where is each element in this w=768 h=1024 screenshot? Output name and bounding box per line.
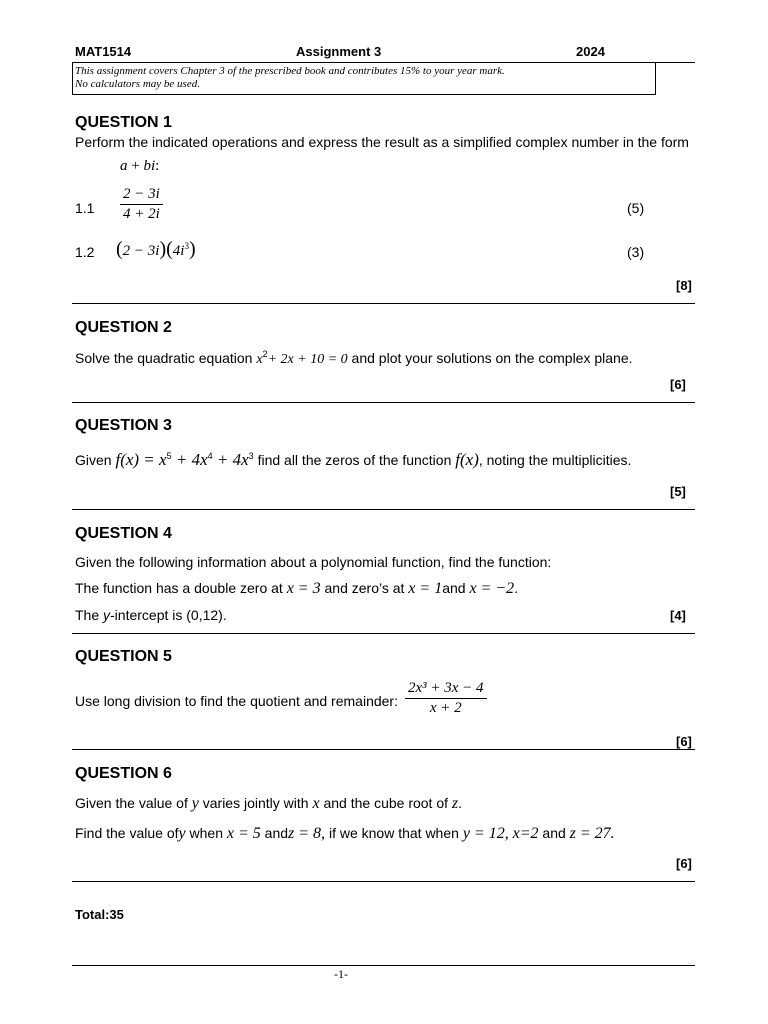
q4-line-1: Given the following information about a polynomial function, find the function:	[75, 554, 552, 570]
q6-line-2-c: and	[264, 825, 289, 841]
question-6-rule	[72, 881, 695, 882]
form-plus: +	[131, 158, 140, 174]
item-1-2-number: 1.2	[75, 244, 95, 260]
q3-given: Given	[75, 452, 112, 468]
form-bi: bi	[143, 158, 156, 174]
item-1-2-expression: $(2 - 3i)(4i^3)$	[116, 238, 196, 260]
item-1-2-right-exp: 3	[184, 241, 189, 251]
q4-line-2-c: and	[442, 580, 466, 596]
q4-line-2-a: The function has a double zero at	[75, 580, 283, 596]
question-1-title: QUESTION 1	[75, 114, 172, 131]
q6-line-2-a: Find the value of	[75, 825, 179, 841]
item-1-1-fraction	[120, 186, 163, 223]
q4-line-3-b: -intercept is (0,12).	[110, 607, 227, 623]
q6-line-1-a: Given the value of	[75, 795, 188, 811]
q5-text: Use long division to find the quotient and remainder:	[75, 693, 398, 709]
question-2-total: [6]	[670, 377, 686, 392]
q2-eq-x: x	[256, 352, 263, 367]
assignment-year: 2024	[576, 44, 605, 59]
q6-line-2-x2: x=2	[512, 825, 539, 842]
q5-numerator: 2x³ + 3x − 4	[405, 680, 487, 699]
q6-line-2-z: z = 8,	[288, 825, 326, 842]
q6-line-2	[75, 825, 615, 843]
q6-line-1-b: varies jointly with	[202, 795, 309, 811]
question-4-rule	[72, 633, 695, 634]
q6-line-2-e: and	[542, 825, 566, 841]
question-5-total: [6]	[676, 734, 692, 749]
q2-text-before: Solve the quadratic equation	[75, 350, 253, 366]
question-3-text	[75, 450, 631, 470]
q3-fx2: f(x)	[455, 450, 479, 469]
question-2-rule	[72, 402, 695, 403]
q6-line-1	[75, 795, 462, 813]
q3-term3: + 4x	[212, 450, 249, 469]
q6-line-2-z2: z = 27.	[569, 825, 615, 842]
question-3-title: QUESTION 3	[75, 417, 172, 434]
question-1-intro: Perform the indicated operations and express the result as a simplified complex number in the form	[75, 134, 689, 150]
q6-line-2-x: x = 5	[226, 825, 261, 842]
q6-line-2-y: y	[178, 825, 186, 842]
footer-rule	[72, 965, 695, 966]
notice-line-2: No calculators may be used.	[75, 78, 200, 90]
q4-eq-2: x = 1	[408, 580, 443, 597]
q4-line-2-b: and zero’s at	[324, 580, 405, 596]
complex-form	[120, 158, 159, 175]
q4-line-2	[75, 580, 518, 598]
q6-line-2-d: if we know that when	[328, 825, 459, 841]
q3-text-after: , noting the multiplicities.	[478, 452, 632, 468]
question-5-rule	[72, 749, 695, 750]
q6-line-1-z: z	[451, 795, 459, 812]
item-1-1-denominator: 4 + 2i	[123, 206, 160, 222]
question-2-title: QUESTION 2	[75, 319, 172, 336]
q6-line-1-y: y	[191, 795, 199, 812]
item-1-2-left: 2 − 3i	[122, 243, 160, 259]
q4-line-2-d: .	[514, 580, 519, 596]
q3-exp4: 4	[207, 451, 213, 461]
q2-eq-rest: + 2x + 10 = 0	[267, 352, 348, 367]
item-1-2-marks: (3)	[627, 244, 645, 260]
q3-text-mid: find all the zeros of the function	[257, 452, 452, 468]
assignment-title: Assignment 3	[296, 44, 382, 59]
question-4-title: QUESTION 4	[75, 525, 172, 542]
q4-line-3-y: y	[103, 607, 111, 623]
notice-line-1: This assignment covers Chapter 3 of the prescribed book and contributes 15% to your year mark.	[75, 65, 505, 77]
q4-line-3	[75, 607, 227, 623]
q6-line-1-x: x	[312, 795, 320, 812]
q2-text-after: and plot your solutions on the complex plane.	[351, 350, 633, 366]
q5-denominator: x + 2	[429, 700, 462, 716]
item-1-1-numerator: 2 − 3i	[120, 186, 163, 205]
question-3-total: [5]	[670, 484, 686, 499]
q3-exp3: 3	[248, 451, 254, 461]
q4-eq-3: x = −2	[469, 580, 515, 597]
q3-term2: + 4x	[171, 450, 208, 469]
q6-line-1-c: and the cube root of	[323, 795, 449, 811]
question-2-text	[75, 350, 633, 368]
q2-eq-exp: 2	[262, 349, 268, 359]
page-number: -1-	[334, 967, 348, 981]
course-code: MAT1514	[75, 44, 132, 59]
q6-line-2-y2: y = 12,	[462, 825, 509, 842]
question-3-rule	[72, 509, 695, 510]
q4-eq-1: x = 3	[286, 580, 321, 597]
assignment-total: Total:35	[75, 907, 124, 922]
q5-fraction	[405, 680, 487, 717]
q3-fx: f(x) = x	[115, 450, 167, 469]
question-5-title: QUESTION 5	[75, 648, 172, 665]
notice-box	[72, 62, 656, 95]
question-4-total: [4]	[670, 608, 686, 623]
item-1-2-right-base: 4i	[172, 243, 185, 259]
q6-line-2-b: when	[189, 825, 223, 841]
q3-exp5: 5	[166, 451, 172, 461]
form-colon: :	[155, 158, 160, 174]
question-1-rule	[72, 303, 695, 304]
q6-line-1-d: .	[458, 795, 463, 811]
item-1-1-marks: (5)	[627, 200, 645, 216]
q4-line-3-a: The	[75, 607, 104, 623]
question-1-total: [8]	[676, 278, 692, 293]
form-a: a	[120, 158, 128, 174]
question-6-total: [6]	[676, 856, 692, 871]
item-1-1-number: 1.1	[75, 200, 95, 216]
question-6-title: QUESTION 6	[75, 765, 172, 782]
